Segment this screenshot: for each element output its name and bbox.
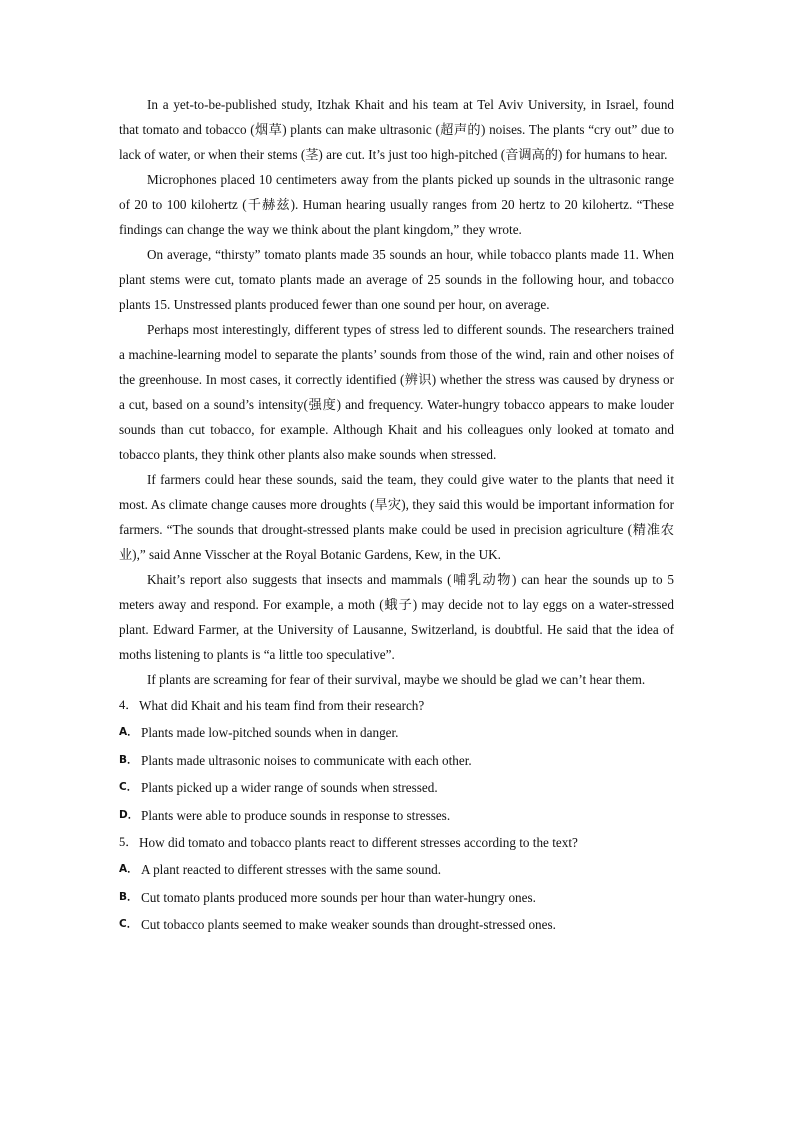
passage-paragraph: On average, “thirsty” tomato plants made 35 sounds an hour, while tobacco plants made 11. When plant stems were cut, tomato plants made an average of 25 sounds in the following hour, and tobacco plants 15. Unstressed plants produced fewer than one sound per hour, on average.: [119, 247, 674, 312]
question-text: How did tomato and tobacco plants react to different stresses according to the text?: [139, 835, 578, 850]
option-text: Plants made low-pitched sounds when in danger.: [141, 725, 399, 740]
question-number: 5．: [119, 835, 138, 849]
question-5: [119, 829, 674, 939]
passage-paragraph: In a yet-to-be-published study, Itzhak Khait and his team at Tel Aviv University, in Israel, found that tomato and tobacco (烟草) plants can make ultrasonic (超声的) noises. The plants “cry out” due to lack of water, or when their stems (茎) are cut. It’s just too high-pitched (音调高的) for humans to hear.: [119, 97, 674, 162]
answer-option-b: [119, 884, 674, 912]
option-letter: C．: [119, 918, 138, 930]
question-number: 4．: [119, 698, 138, 712]
document-page: [119, 92, 674, 939]
answer-option-a: [119, 719, 674, 747]
answer-option-b: [119, 747, 674, 775]
option-text: Plants picked up a wider range of sounds when stressed.: [141, 780, 438, 795]
passage-paragraph: Microphones placed 10 centimeters away from the plants picked up sounds in the ultrasonic range of 20 to 100 kilohertz (千赫兹). Human hearing usually ranges from 20 hertz to 20 kilohertz. “These findings can change the way we think about the plant kingdom,” they wrote.: [119, 172, 674, 237]
passage-paragraph: Khait’s report also suggests that insects and mammals (哺乳动物) can hear the sounds up to 5 meters away and respond. For example, a moth (蛾子) may decide not to lay eggs on a water-stressed plant. Edward Farmer, at the University of Lausanne, Switzerland, is doubtful. He said that the idea of moths listening to plants is “a little too speculative”.: [119, 572, 674, 662]
option-letter: B．: [119, 753, 138, 766]
question-stem: [119, 829, 674, 856]
option-text: A plant reacted to different stresses with the same sound.: [141, 862, 442, 877]
passage-paragraph: Perhaps most interestingly, different types of stress led to different sounds. The researchers trained a machine-learning model to separate the plants’ sounds from those of the wind, rain and other noises of the greenhouse. In most cases, it correctly identified (辨识) whether the stress was caused by dryness or a cut, based on a sound’s intensity(强度) and frequency. Water-hungry tobacco appears to make louder sounds than cut tobacco, for example. Although Khait and his colleagues only looked at tomato and tobacco plants, they think other plants also make sounds when stressed.: [119, 322, 674, 462]
reading-passage: [119, 92, 674, 692]
option-text: Cut tomato plants produced more sounds per hour than water-hungry ones.: [141, 889, 536, 905]
answer-option-c: [119, 911, 674, 939]
answer-option-c: [119, 774, 674, 802]
option-letter: C．: [119, 781, 138, 793]
option-text: Plants made ultrasonic noises to communicate with each other.: [141, 752, 472, 768]
option-letter: A．: [119, 726, 138, 738]
option-text: Plants were able to produce sounds in response to stresses.: [141, 807, 451, 823]
passage-paragraph: If farmers could hear these sounds, said the team, they could give water to the plants that need it most. As climate change causes more droughts (旱灾), they said this would be important information for farmers. “The sounds that drought-stressed plants make could be used in precision agriculture (精准农业),” said Anne Visscher at the Royal Botanic Gardens, Kew, in the UK.: [119, 472, 674, 562]
question-stem: [119, 692, 674, 719]
option-letter: B．: [119, 890, 138, 903]
option-text: Cut tobacco plants seemed to make weaker sounds than drought-stressed ones.: [141, 917, 556, 932]
passage-paragraph: If plants are screaming for fear of their survival, maybe we should be glad we can’t hear them.: [147, 672, 646, 687]
answer-option-a: [119, 856, 674, 884]
answer-option-d: [119, 802, 674, 830]
question-text: What did Khait and his team find from their research?: [139, 698, 425, 713]
question-4: [119, 692, 674, 829]
option-letter: A．: [119, 863, 138, 875]
option-letter: D．: [119, 808, 139, 821]
